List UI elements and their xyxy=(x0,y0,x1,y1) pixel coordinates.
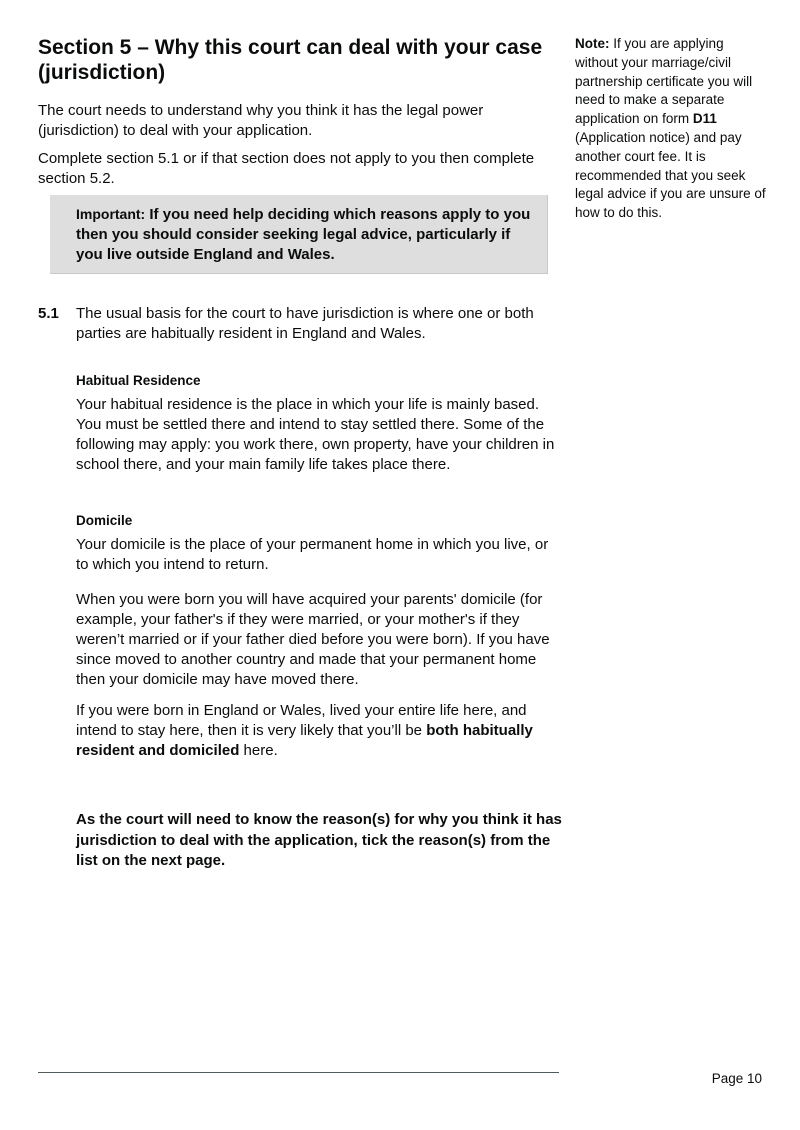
domicile-heading: Domicile xyxy=(76,513,133,528)
side-note xyxy=(575,35,770,223)
important-label: Important: xyxy=(76,206,146,222)
note-form-code: D11 xyxy=(692,111,717,127)
england-wales-text-start: If you were born in England or Wales, lived your entire life here, and intend to stay here, then it is very likely that you’ll be xyxy=(76,702,527,739)
note-label: Note: xyxy=(575,36,610,51)
section-5-1-text: The usual basis for the court to have jurisdiction is where one or both parties are habitually resident in England and Wales. xyxy=(76,305,534,342)
domicile-birth-text: When you were born you will have acquired your parents' domicile (for example, your father's if they were married, or your mother's if they weren’t married or if your father died before you were born). If you have since moved to another country and made that your permanent home then your domicile may have moved there. xyxy=(76,591,550,688)
england-wales-text-bold: both habitually resident and domiciled xyxy=(76,722,533,759)
important-callout xyxy=(50,195,548,274)
habitual-residence-text: Your habitual residence is the place in which your life is mainly based. You must be settled there and intend to stay settled there. Some of the following may apply: you work there, own property, have your children in school there, and your main family life takes place there. xyxy=(76,396,555,473)
footer-divider xyxy=(38,1072,559,1073)
intro-paragraph: The court needs to understand why you think it has the legal power (jurisdiction) to deal with your application. xyxy=(38,102,484,139)
section-number: 5.1 xyxy=(38,305,59,322)
domicile-text: Your domicile is the place of your permanent home in which you live, or to which you intend to return. xyxy=(76,536,549,573)
england-wales-text-end: here. xyxy=(239,742,278,759)
england-wales-text xyxy=(76,701,556,761)
habitual-residence-heading: Habitual Residence xyxy=(76,373,201,388)
important-text: If you need help deciding which reasons apply to you then you should consider seeking legal advice, particularly if you live outside England and Wales. xyxy=(76,206,531,263)
final-instruction: As the court will need to know the reason(s) for why you think it has jurisdiction to deal with the application, tick the reason(s) from the list on the next page. xyxy=(76,811,562,869)
page-number: Page 10 xyxy=(711,1071,762,1086)
instruction-paragraph: Complete section 5.1 or if that section does not apply to you then complete section 5.2. xyxy=(38,150,535,187)
section-title: Section 5 – Why this court can deal with your case (jurisdiction) xyxy=(38,36,543,84)
note-text-start: If you are applying without your marriage/civil partnership certificate you will need to make a separate application on form xyxy=(575,36,753,127)
note-text-end: (Application notice) and pay another court fee. It is recommended that you seek legal advice if you are unsure of how to do this. xyxy=(575,129,766,221)
